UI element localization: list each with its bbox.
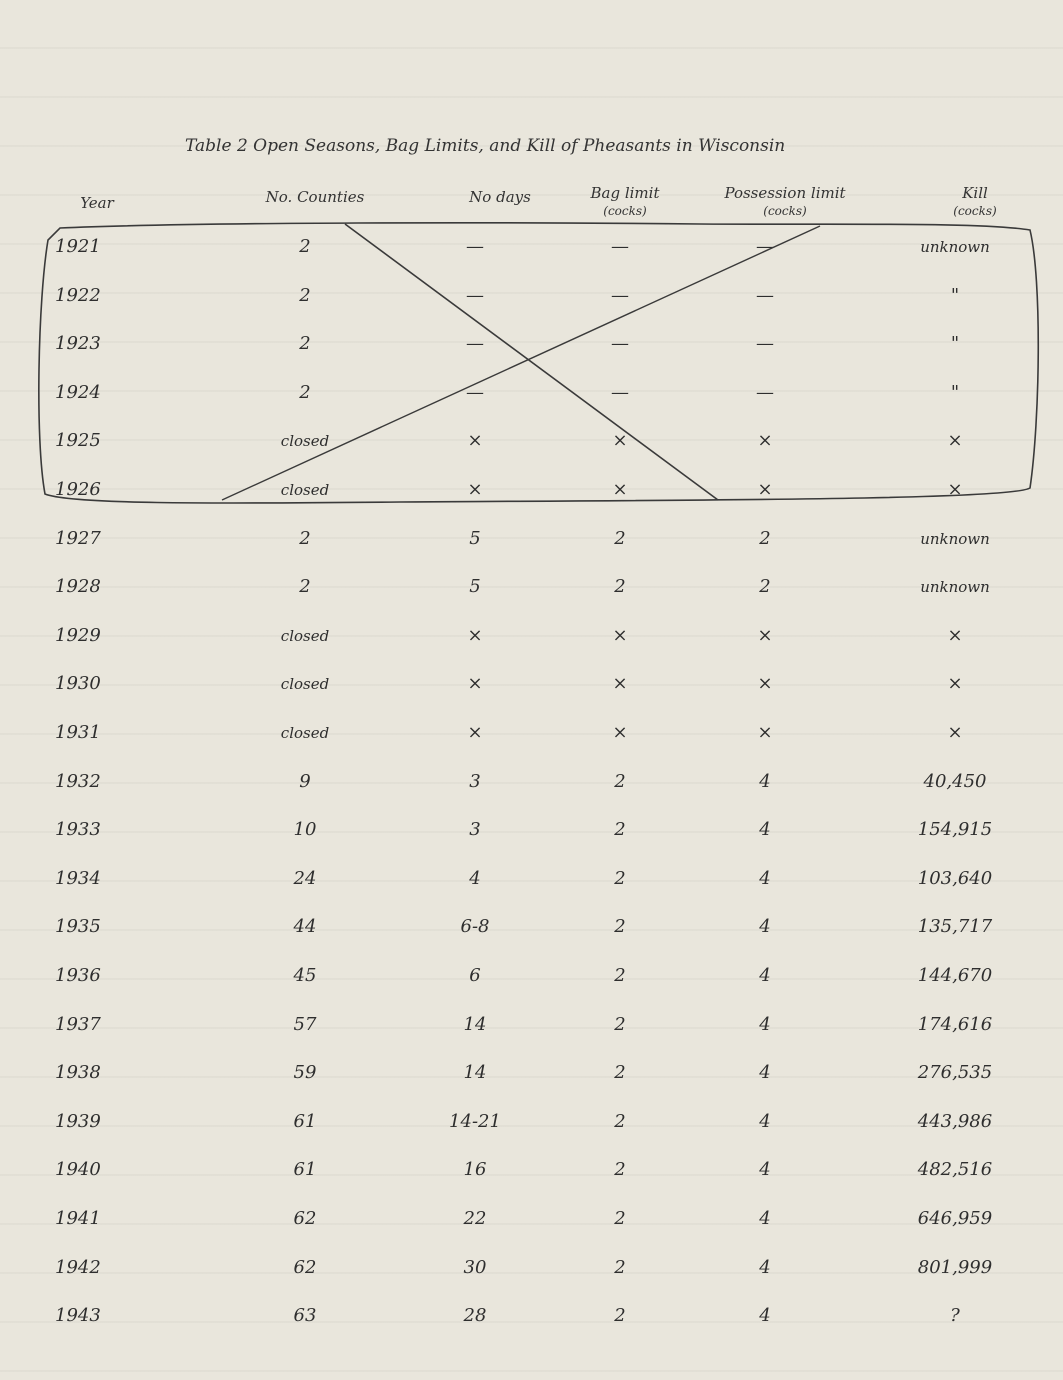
header-possession-label: Possession limit <box>724 184 846 202</box>
row-counties: 63 <box>293 1305 317 1327</box>
row-counties: 9 <box>299 770 311 792</box>
row-days: 5 <box>469 576 481 598</box>
row-days: — <box>466 236 484 257</box>
row-days: 5 <box>469 527 481 549</box>
row-bag-limit: × <box>612 430 628 452</box>
row-kill: 103,640 <box>917 867 993 889</box>
row-possession-limit: × <box>757 430 773 452</box>
row-kill: × <box>947 479 963 500</box>
row-days: 14-21 <box>449 1110 501 1132</box>
header-kill-label: Kill <box>962 184 988 202</box>
row-kill: 443,986 <box>917 1110 993 1132</box>
row-counties: 61 <box>293 1110 317 1132</box>
row-kill: × <box>947 673 963 695</box>
row-counties: 2 <box>299 236 311 257</box>
row-year: 1928 <box>55 576 101 598</box>
header-kill-sub: (cocks) <box>953 204 997 218</box>
row-bag-limit: — <box>611 284 629 306</box>
row-days: 4 <box>469 867 481 889</box>
row-year: 1938 <box>55 1062 101 1084</box>
row-bag-limit: 2 <box>614 867 626 889</box>
row-kill: 276,535 <box>917 1062 993 1084</box>
row-possession-limit: 4 <box>759 1256 771 1278</box>
row-kill: 135,717 <box>917 916 993 938</box>
row-counties: 24 <box>293 867 317 889</box>
strike-line-2 <box>222 226 820 500</box>
row-year: 1934 <box>55 867 101 889</box>
row-possession-limit: 4 <box>759 819 771 841</box>
row-year: 1932 <box>55 770 101 792</box>
row-counties: 57 <box>293 1013 317 1035</box>
row-possession-limit: × <box>757 673 773 695</box>
row-bag-limit: 2 <box>614 1208 626 1229</box>
row-kill: × <box>947 430 963 452</box>
row-kill: " <box>950 284 960 306</box>
row-possession-limit: — <box>756 333 774 355</box>
row-year: 1943 <box>55 1305 101 1327</box>
row-bag-limit: 2 <box>614 916 626 938</box>
row-possession-limit: 4 <box>759 867 771 889</box>
row-kill: unknown <box>920 529 990 548</box>
row-counties: 2 <box>299 527 311 549</box>
row-year: 1922 <box>55 284 101 306</box>
row-counties: 10 <box>293 819 317 841</box>
row-bag-limit: 2 <box>614 770 626 792</box>
row-days: × <box>467 722 483 743</box>
row-kill: " <box>950 381 960 403</box>
row-bag-limit: × <box>612 479 628 500</box>
row-counties: 61 <box>293 1159 317 1181</box>
row-possession-limit: 4 <box>759 1062 771 1084</box>
row-days: × <box>467 673 483 695</box>
row-year: 1930 <box>55 673 101 695</box>
row-possession-limit: — <box>756 381 774 403</box>
row-counties: 62 <box>293 1256 317 1278</box>
row-days: — <box>466 381 484 403</box>
strike-line-1 <box>345 224 718 500</box>
row-days: 22 <box>463 1208 487 1229</box>
row-year: 1936 <box>55 965 101 986</box>
row-bag-limit: — <box>611 381 629 403</box>
table-title: Table 2 Open Seasons, Bag Limits, and Kill of Pheasants in Wisconsin <box>185 136 786 156</box>
row-possession-limit: 4 <box>759 1013 771 1035</box>
row-days: 30 <box>463 1256 487 1278</box>
row-year: 1935 <box>55 916 101 938</box>
row-days: 6 <box>469 965 481 986</box>
row-possession-limit: × <box>757 479 773 500</box>
row-kill: 646,959 <box>917 1208 993 1229</box>
row-bag-limit: × <box>612 673 628 695</box>
row-counties: closed <box>280 481 330 499</box>
row-days: 14 <box>463 1013 487 1035</box>
row-days: × <box>467 624 483 646</box>
row-bag-limit: × <box>612 624 628 646</box>
row-kill: × <box>947 624 963 646</box>
row-year: 1931 <box>55 722 101 743</box>
row-kill: 174,616 <box>917 1013 993 1035</box>
row-year: 1937 <box>55 1013 101 1035</box>
row-kill: 154,915 <box>917 819 993 841</box>
row-counties: closed <box>280 626 330 645</box>
header-possession-sub: (cocks) <box>763 204 807 218</box>
row-year: 1929 <box>55 624 101 646</box>
header-year-label: Year <box>80 194 114 212</box>
row-days: — <box>466 284 484 306</box>
row-bag-limit: 2 <box>614 1013 626 1035</box>
row-bag-limit: × <box>612 722 628 743</box>
row-year: 1921 <box>55 236 101 257</box>
row-possession-limit: 4 <box>759 1159 771 1181</box>
row-possession-limit: 2 <box>759 576 771 598</box>
row-counties: 2 <box>299 381 311 403</box>
header-days-label: No days <box>469 188 531 206</box>
row-year: 1923 <box>55 333 101 355</box>
row-possession-limit: × <box>757 722 773 743</box>
row-counties: closed <box>280 675 330 694</box>
row-bag-limit: 2 <box>614 1110 626 1132</box>
header-counties-label: No. Counties <box>265 188 365 206</box>
row-kill: 482,516 <box>917 1159 993 1181</box>
row-possession-limit: 4 <box>759 1208 771 1229</box>
row-year: 1927 <box>55 527 101 549</box>
row-possession-limit: 4 <box>759 770 771 792</box>
row-days: 14 <box>463 1062 487 1084</box>
row-year: 1942 <box>55 1256 101 1278</box>
row-counties: 2 <box>299 576 311 598</box>
row-year: 1924 <box>55 381 101 403</box>
row-year: 1941 <box>55 1208 101 1229</box>
row-bag-limit: 2 <box>614 1159 626 1181</box>
row-days: × <box>467 430 483 452</box>
row-counties: 2 <box>299 333 311 355</box>
row-days: — <box>466 333 484 355</box>
row-bag-limit: — <box>611 333 629 355</box>
row-kill: 801,999 <box>917 1256 993 1278</box>
row-counties: 59 <box>293 1062 317 1084</box>
row-bag-limit: 2 <box>614 1256 626 1278</box>
row-days: 3 <box>469 770 481 792</box>
row-bag-limit: 2 <box>614 1062 626 1084</box>
row-counties: 45 <box>293 965 317 986</box>
row-possession-limit: 4 <box>759 1110 771 1132</box>
row-counties: 44 <box>293 916 317 938</box>
row-bag-limit: 2 <box>614 965 626 986</box>
row-counties: 62 <box>293 1208 317 1229</box>
row-possession-limit: — <box>756 284 774 306</box>
row-days: 28 <box>463 1305 487 1327</box>
row-counties: 2 <box>299 284 311 306</box>
row-days: × <box>467 479 483 500</box>
row-possession-limit: 2 <box>759 527 771 549</box>
row-bag-limit: 2 <box>614 819 626 841</box>
row-bag-limit: 2 <box>614 527 626 549</box>
row-days: 6-8 <box>460 916 490 938</box>
row-kill: " <box>950 333 960 355</box>
row-year: 1940 <box>55 1159 101 1181</box>
row-year: 1925 <box>55 430 101 452</box>
row-kill: unknown <box>920 578 990 597</box>
enclosing-loop <box>39 223 1038 503</box>
row-kill: 144,670 <box>917 965 993 986</box>
header-bag-sub: (cocks) <box>603 204 647 218</box>
row-bag-limit: 2 <box>614 576 626 598</box>
row-possession-limit: — <box>756 236 774 257</box>
row-kill: unknown <box>920 238 990 256</box>
row-kill: ? <box>950 1305 960 1327</box>
row-possession-limit: 4 <box>759 916 771 938</box>
row-kill: 40,450 <box>923 770 987 792</box>
row-year: 1939 <box>55 1110 101 1132</box>
row-days: 3 <box>469 819 481 841</box>
row-year: 1933 <box>55 819 101 841</box>
row-days: 16 <box>463 1159 487 1181</box>
row-possession-limit: 4 <box>759 965 771 986</box>
row-possession-limit: × <box>757 624 773 646</box>
row-kill: × <box>947 722 963 743</box>
row-bag-limit: 2 <box>614 1305 626 1327</box>
row-counties: closed <box>280 724 330 742</box>
row-possession-limit: 4 <box>759 1305 771 1327</box>
row-year: 1926 <box>55 479 101 500</box>
header-bag-label: Bag limit <box>590 184 660 202</box>
row-counties: closed <box>280 432 330 451</box>
row-bag-limit: — <box>611 236 629 257</box>
